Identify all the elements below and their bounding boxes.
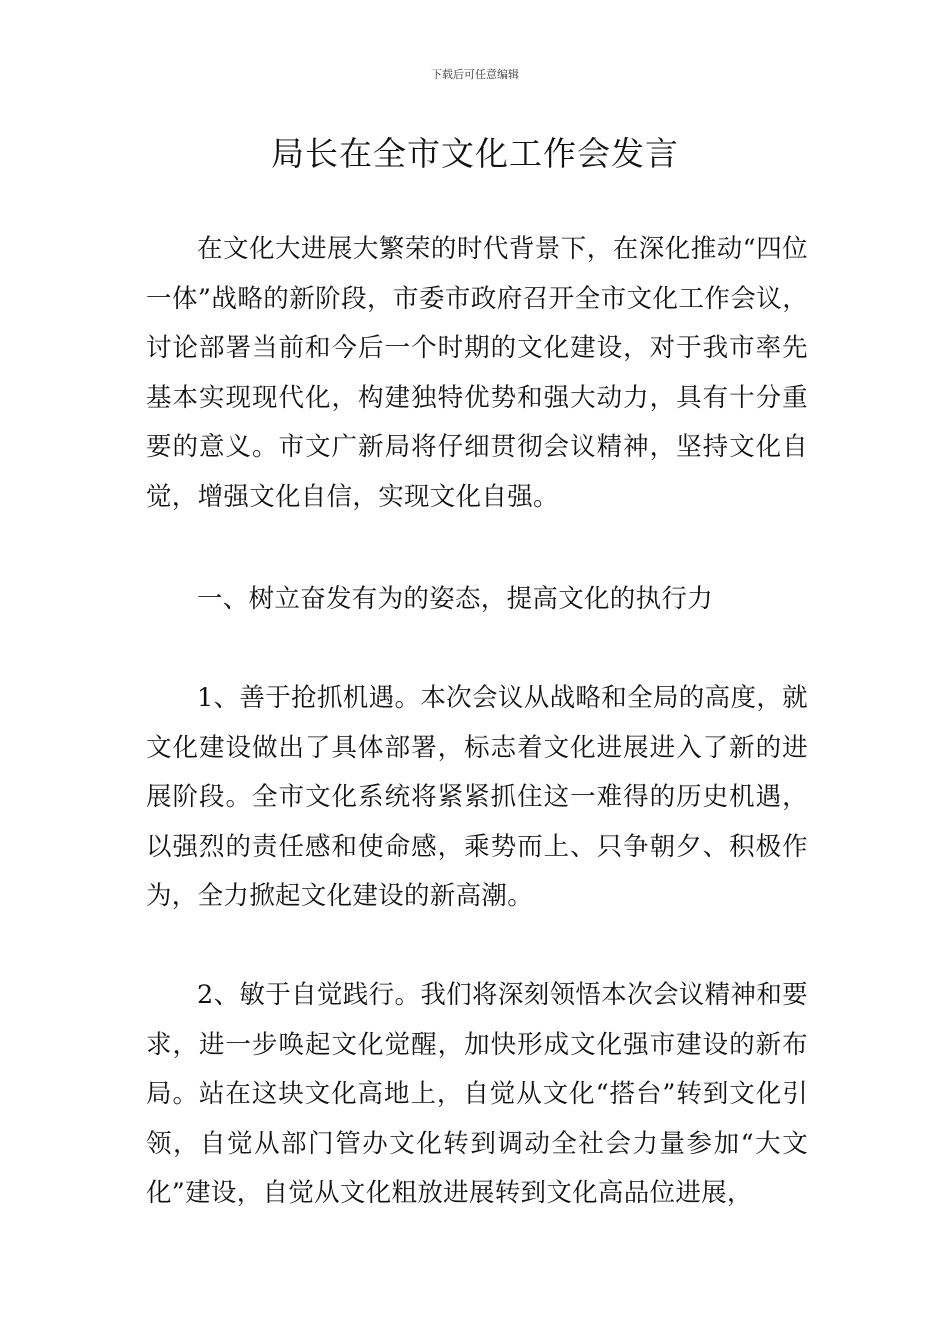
document-title: 局长在全市文化工作会发言 bbox=[271, 134, 679, 173]
point-2-paragraph: 2、敏于自觉践行。我们将深刻领悟本次会议精神和要求，进一步唤起文化觉醒，加快形成文化强市建设的新布局。站在这块文化高地上，自觉从文化“搭台”转到文化引领，自觉从部门管办文化转到调动全社会力量参加“大文化”建设，自觉从文化粗放进展转到文化高品位进展， bbox=[146, 980, 808, 1208]
intro-paragraph: 在文化大进展大繁荣的时代背景下，在深化推动“四位一体”战略的新阶段，市委市政府召开全市文化工作会议，讨论部署当前和今后一个时期的文化建设，对于我市率先基本实现现代化，构建独特优势和强大动力，具有十分重要的意义。市文广新局将仔细贯彻会议精神，坚持文化自觉，增强文化自信，实现文化自强。 bbox=[146, 234, 808, 512]
point-1-paragraph: 1、善于抢抓机遇。本次会议从战略和全局的高度，就文化建设做出了具体部署，标志着文化进展进入了新的进展阶段。全市文化系统将紧紧抓住这一难得的历史机遇，以强烈的责任感和使命感，乘势而上、只争朝夕、积极作为，全力掀起文化建设的新高潮。 bbox=[146, 683, 808, 911]
header-note: 下载后可任意编辑 bbox=[431, 68, 519, 81]
section-heading: 一、树立奋发有为的姿态，提高文化的执行力 bbox=[197, 584, 714, 614]
